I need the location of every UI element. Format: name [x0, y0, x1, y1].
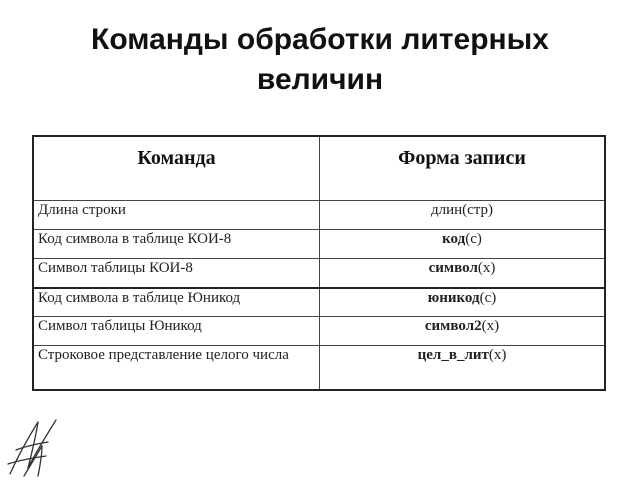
row-form [320, 289, 604, 316]
form-name: юникод [427, 290, 480, 306]
row-form [320, 201, 604, 229]
row-command: Символ таблицы Юникод [34, 317, 320, 345]
table-row [34, 316, 604, 345]
form-args: (c) [479, 290, 497, 306]
form-name: символ [428, 260, 478, 276]
form-args: (x) [477, 260, 496, 276]
title-line-2: величин [256, 63, 384, 96]
header-form: Форма записи [398, 147, 526, 169]
form-name: длин [430, 202, 463, 218]
row-command: Код символа в таблице Юникод [34, 289, 320, 316]
row-command: Код символа в таблице КОИ-8 [34, 230, 320, 258]
form-args: (x) [481, 318, 500, 334]
row-command: Символ таблицы КОИ-8 [34, 259, 320, 287]
form-name: цел_в_лит [417, 347, 489, 363]
row-form [320, 317, 604, 345]
form-args: (x) [488, 347, 507, 363]
table-row [34, 345, 604, 389]
form-name: символ2 [424, 318, 482, 334]
table-row [34, 287, 604, 316]
row-form [320, 346, 604, 389]
row-form [320, 230, 604, 258]
table-row [34, 200, 604, 229]
row-command: Длина строки [34, 201, 320, 229]
table-row [34, 229, 604, 258]
row-form [320, 259, 604, 287]
monogram-logo-icon [2, 416, 62, 478]
table-row [34, 258, 604, 287]
table-header-row [34, 137, 604, 200]
row-command: Строковое представление целого числа [34, 346, 320, 389]
form-name: код [442, 231, 466, 247]
header-command: Команда [34, 137, 320, 200]
form-args: (c) [465, 231, 482, 247]
commands-table [32, 135, 606, 391]
form-args: (стр) [462, 202, 494, 218]
title-line-1: Команды обработки литерных [91, 23, 549, 56]
slide-title [0, 20, 640, 100]
